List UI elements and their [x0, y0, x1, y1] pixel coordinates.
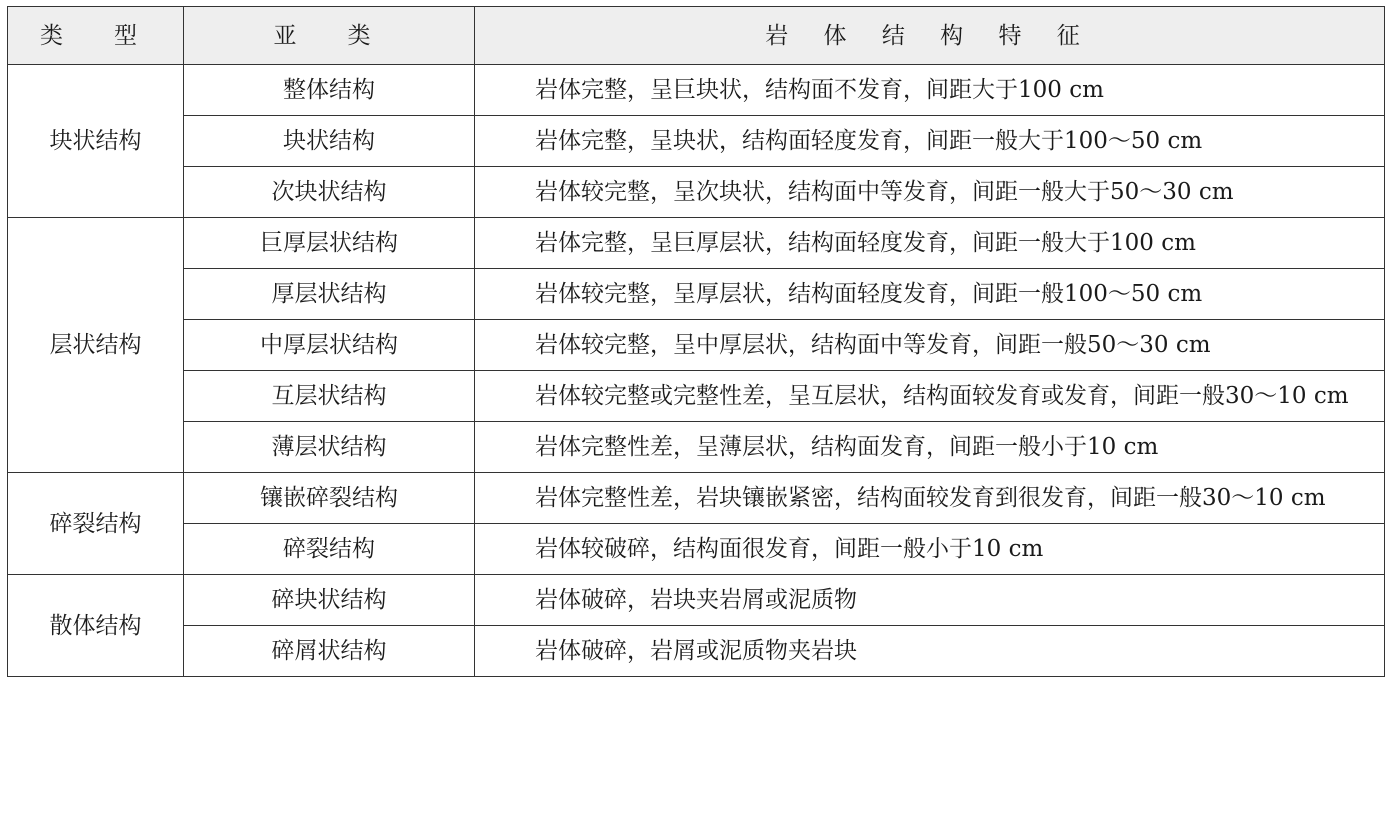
table-row: [8, 371, 1385, 422]
type-cell: 块状结构: [8, 65, 184, 218]
table-header: [8, 7, 1385, 65]
subtype-cell: 碎块状结构: [184, 575, 475, 626]
feature-cell: 岩体完整性差，呈薄层状，结构面发育，间距一般小于10 cm: [475, 422, 1385, 473]
header-subtype: 亚 类: [184, 7, 475, 65]
header-row: [8, 7, 1385, 65]
subtype-cell: 次块状结构: [184, 167, 475, 218]
table-row: [8, 269, 1385, 320]
subtype-cell: 整体结构: [184, 65, 475, 116]
table-row: [8, 422, 1385, 473]
table-row: [8, 473, 1385, 524]
subtype-cell: 碎裂结构: [184, 524, 475, 575]
table-row: [8, 65, 1385, 116]
feature-cell: 岩体完整性差，岩块镶嵌紧密，结构面较发育到很发育，间距一般30～10 cm: [475, 473, 1385, 524]
feature-cell: 岩体完整，呈巨块状，结构面不发育，间距大于100 cm: [475, 65, 1385, 116]
table-row: [8, 116, 1385, 167]
feature-cell: 岩体较破碎，结构面很发育，间距一般小于10 cm: [475, 524, 1385, 575]
type-cell: 碎裂结构: [8, 473, 184, 575]
feature-cell: 岩体完整，呈块状，结构面轻度发育，间距一般大于100～50 cm: [475, 116, 1385, 167]
feature-cell: 岩体破碎，岩屑或泥质物夹岩块: [475, 626, 1385, 677]
table-row: [8, 218, 1385, 269]
header-type: 类 型: [8, 7, 184, 65]
feature-cell: 岩体较完整，呈厚层状，结构面轻度发育，间距一般100～50 cm: [475, 269, 1385, 320]
table-row: [8, 320, 1385, 371]
feature-cell: 岩体较完整或完整性差，呈互层状，结构面较发育或发育，间距一般30～10 cm: [475, 371, 1385, 422]
subtype-cell: 互层状结构: [184, 371, 475, 422]
feature-cell: 岩体破碎，岩块夹岩屑或泥质物: [475, 575, 1385, 626]
table-body: [8, 65, 1385, 677]
type-cell: 层状结构: [8, 218, 184, 473]
table-row: [8, 524, 1385, 575]
subtype-cell: 镶嵌碎裂结构: [184, 473, 475, 524]
subtype-cell: 中厚层状结构: [184, 320, 475, 371]
table-row: [8, 575, 1385, 626]
subtype-cell: 碎屑状结构: [184, 626, 475, 677]
table-row: [8, 626, 1385, 677]
header-feature: 岩 体 结 构 特 征: [475, 7, 1385, 65]
subtype-cell: 厚层状结构: [184, 269, 475, 320]
subtype-cell: 巨厚层状结构: [184, 218, 475, 269]
table-row: [8, 167, 1385, 218]
rock-structure-table: [7, 6, 1385, 677]
type-cell: 散体结构: [8, 575, 184, 677]
subtype-cell: 薄层状结构: [184, 422, 475, 473]
feature-cell: 岩体较完整，呈中厚层状，结构面中等发育，间距一般50～30 cm: [475, 320, 1385, 371]
feature-cell: 岩体较完整，呈次块状，结构面中等发育，间距一般大于50～30 cm: [475, 167, 1385, 218]
subtype-cell: 块状结构: [184, 116, 475, 167]
feature-cell: 岩体完整，呈巨厚层状，结构面轻度发育，间距一般大于100 cm: [475, 218, 1385, 269]
